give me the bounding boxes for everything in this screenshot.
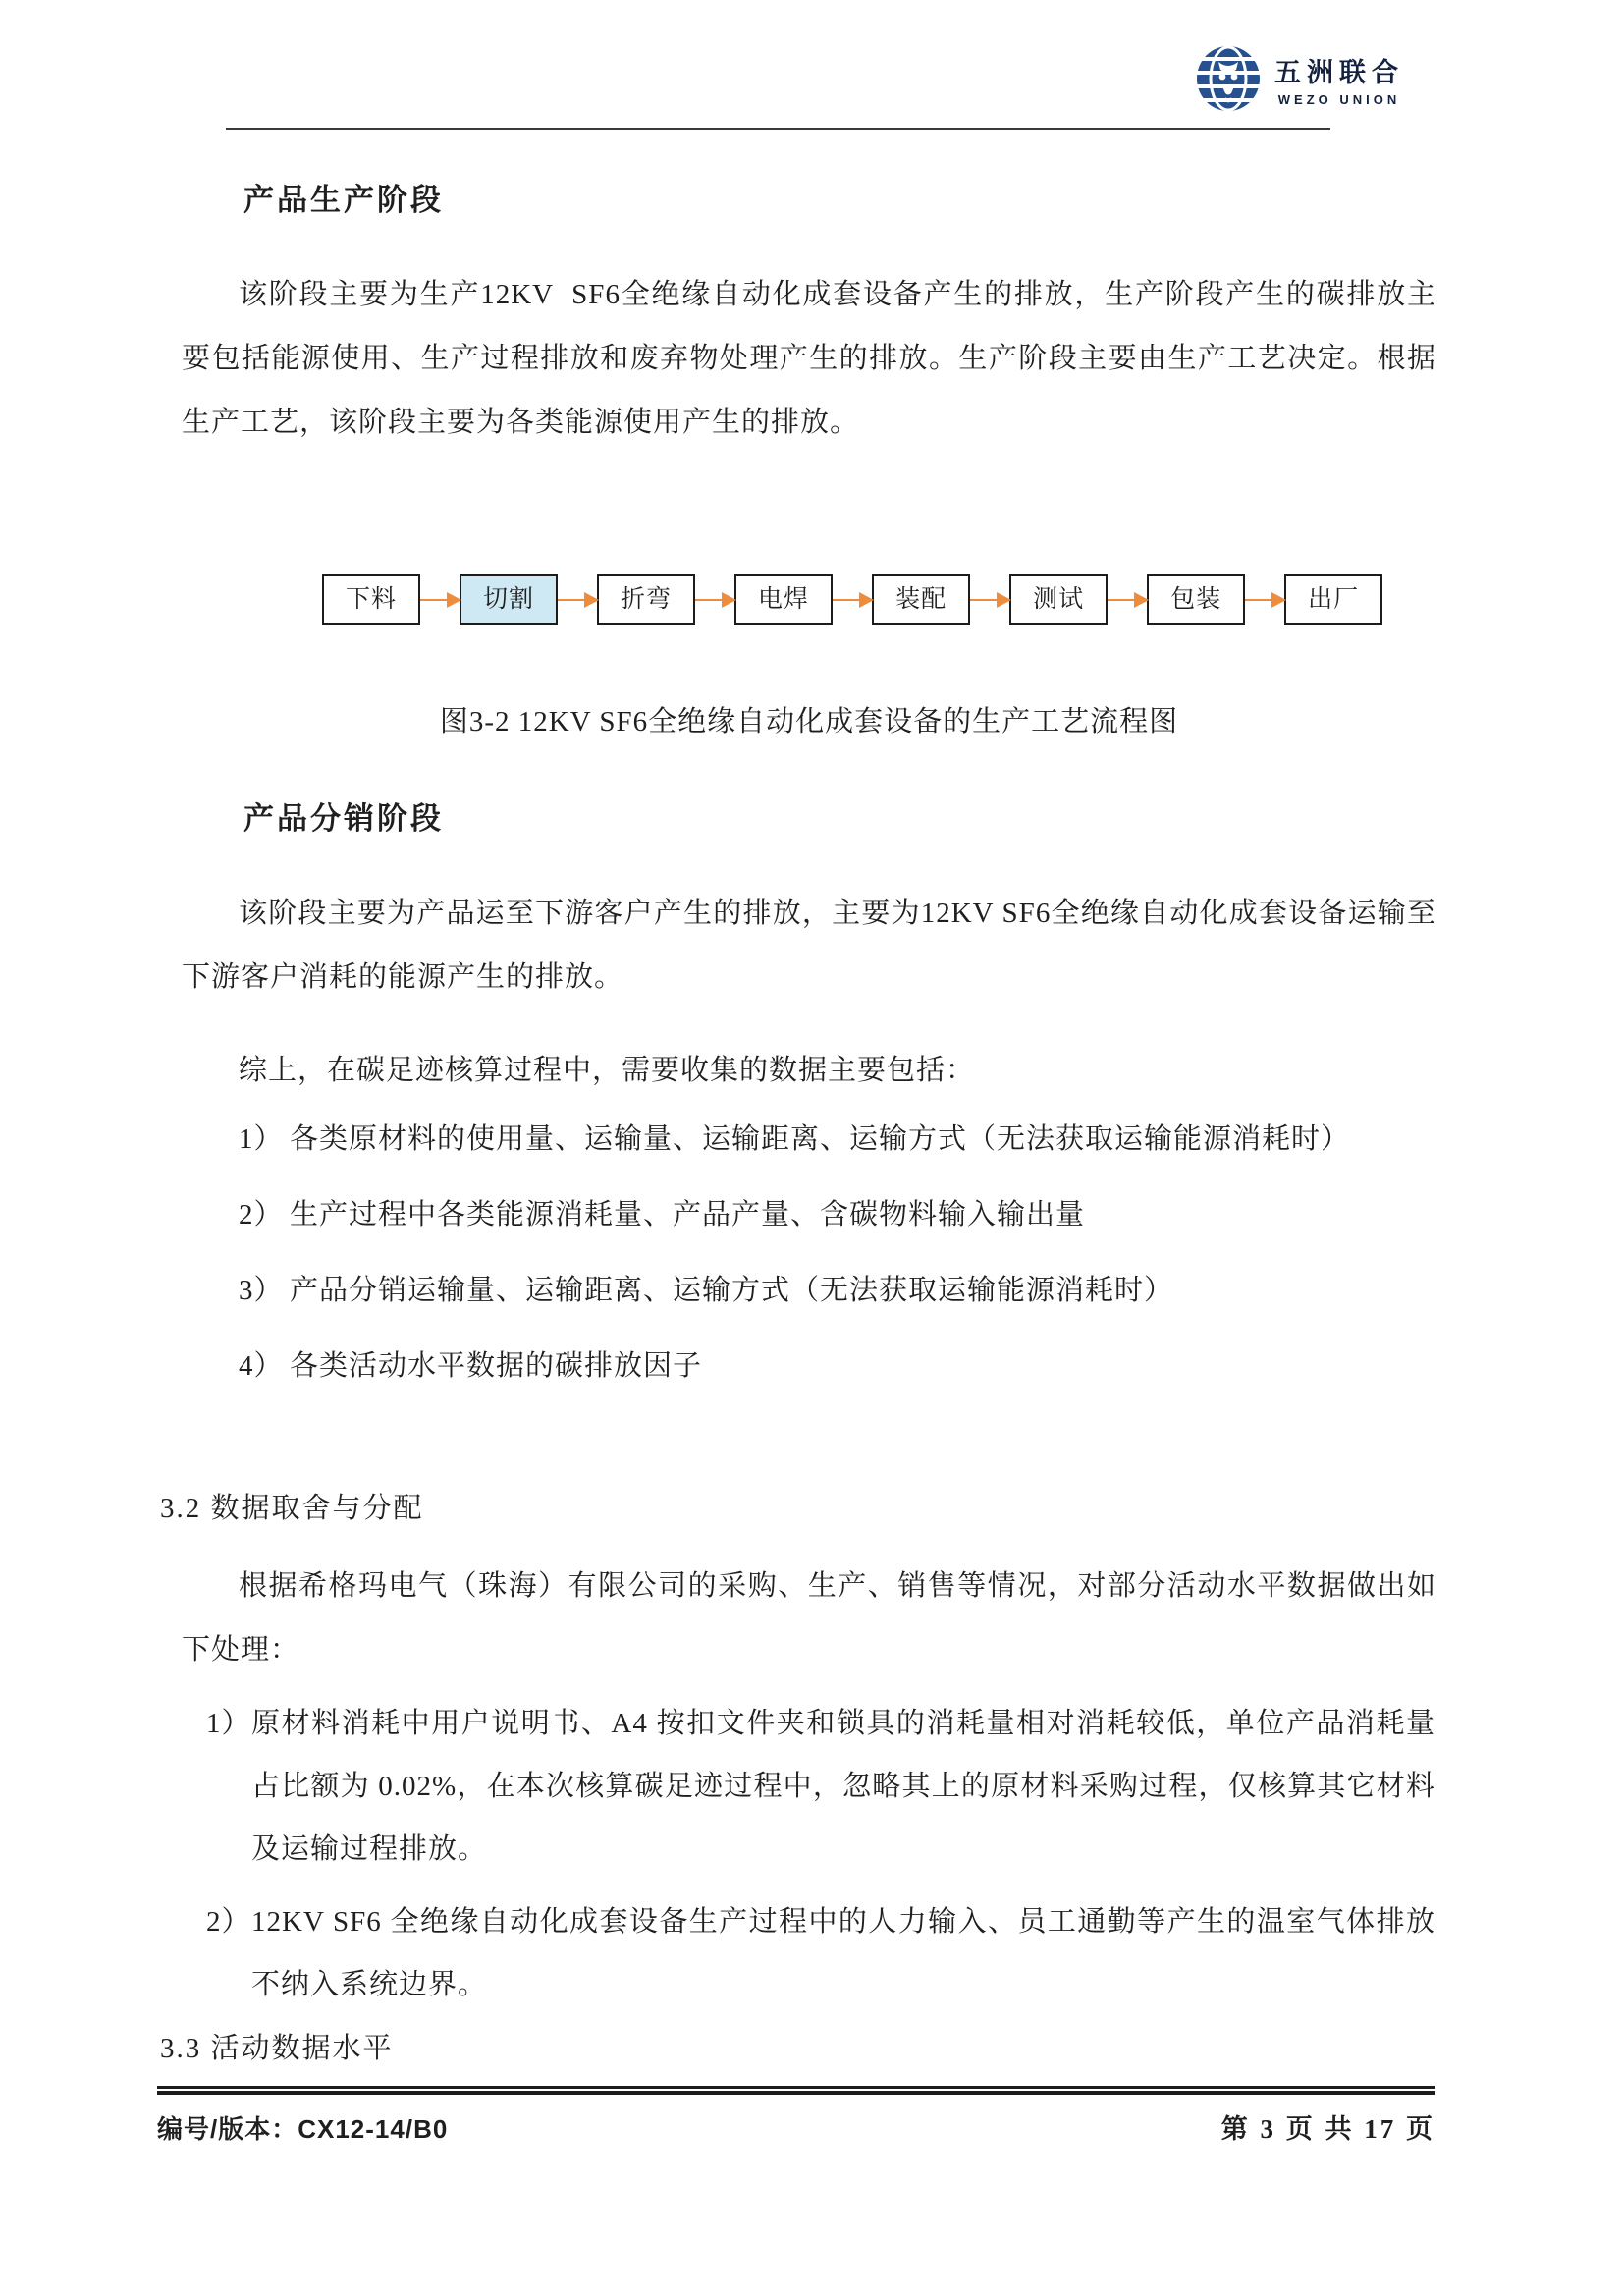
header-divider bbox=[226, 128, 1330, 130]
list-item-text: 各类活动水平数据的碳排放因子 bbox=[290, 1350, 703, 1382]
list-item bbox=[239, 1259, 1434, 1322]
globe-lion-icon bbox=[1196, 44, 1261, 113]
flow-arrow-icon bbox=[695, 599, 734, 601]
figure-caption: 图3-2 12KV SF6全绝缘自动化成套设备的生产工艺流程图 bbox=[439, 706, 1179, 738]
flow-arrow-icon bbox=[1245, 599, 1284, 601]
flow-step-xialiao: 下料 bbox=[322, 574, 420, 625]
data-collection-list bbox=[239, 1108, 1434, 1410]
flow-step-ceshi: 测试 bbox=[1009, 574, 1108, 625]
list-item bbox=[206, 1692, 1435, 1881]
heading-3-3: 3.3 活动数据水平 bbox=[160, 2033, 394, 2064]
flow-arrow-icon bbox=[833, 599, 872, 601]
logo-wordmark bbox=[1274, 51, 1404, 107]
brand-name-en: WEZO UNION bbox=[1277, 91, 1401, 107]
flow-step-zhuangpei: 装配 bbox=[872, 574, 970, 625]
company-logo bbox=[1196, 44, 1404, 113]
process-flowchart bbox=[322, 574, 1382, 625]
flow-arrow-icon bbox=[558, 599, 597, 601]
heading-production-stage: 产品生产阶段 bbox=[243, 183, 444, 217]
paragraph-3-2: 根据希格玛电气（珠海）有限公司的采购、生产、销售等情况，对部分活动水平数据做出如下处理： bbox=[182, 1570, 1436, 1666]
flow-step-zhewan: 折弯 bbox=[597, 574, 695, 625]
list-item-number: 4） bbox=[239, 1350, 284, 1382]
paragraph-production: 该阶段主要为生产12KV SF6全绝缘自动化成套设备产生的排放，生产阶段产生的碳排放主要包括能源使用、生产过程排放和废弃物处理产生的排放。生产阶段主要由生产工艺决定。根据生产工艺，该阶段主要为各类能源使用产生的排放。 bbox=[182, 279, 1436, 438]
doc-code: 编号/版本：CX12-14/B0 bbox=[157, 2114, 449, 2144]
flow-step-qiege: 切割 bbox=[460, 574, 558, 625]
data-handling-list bbox=[206, 1692, 1435, 2026]
flow-arrow-icon bbox=[1108, 599, 1147, 601]
heading-3-2: 3.2 数据取舍与分配 bbox=[160, 1493, 424, 1524]
flow-step-baozhuang: 包装 bbox=[1147, 574, 1245, 625]
list-item-number: 1） bbox=[206, 1708, 251, 1739]
brand-name-cn: 五洲联合 bbox=[1274, 57, 1404, 87]
flow-step-dianhan: 电焊 bbox=[734, 574, 833, 625]
page-number: 第 3 页 共 17 页 bbox=[1220, 2114, 1435, 2144]
list-item-number: 2） bbox=[239, 1199, 284, 1230]
list-item bbox=[239, 1183, 1434, 1246]
list-item bbox=[239, 1108, 1434, 1171]
list-item-text: 原材料消耗中用户说明书、A4 按扣文件夹和锁具的消耗量相对消耗较低，单位产品消耗量占比额为 0.02%，在本次核算碳足迹过程中，忽略其上的原材料采购过程，仅核算其它材料及运输过程排放。 bbox=[251, 1708, 1435, 1865]
footer-divider bbox=[157, 2086, 1435, 2095]
paragraph-distribution: 该阶段主要为产品运至下游客户产生的排放，主要为12KV SF6全绝缘自动化成套设备运输至下游客户消耗的能源产生的排放。 bbox=[182, 898, 1436, 993]
list-item-number: 3） bbox=[239, 1275, 284, 1306]
paragraph-summary: 综上，在碳足迹核算过程中，需要收集的数据主要包括： bbox=[239, 1055, 976, 1086]
list-item-text: 12KV SF6 全绝缘自动化成套设备生产过程中的人力输入、员工通勤等产生的温室气体排放不纳入系统边界。 bbox=[251, 1906, 1435, 2000]
list-item-text: 产品分销运输量、运输距离、运输方式（无法获取运输能源消耗时） bbox=[290, 1275, 1174, 1306]
heading-distribution-stage: 产品分销阶段 bbox=[243, 801, 444, 836]
flow-step-chuchang: 出厂 bbox=[1284, 574, 1382, 625]
page-footer bbox=[157, 2107, 1435, 2146]
list-item-number: 1） bbox=[239, 1123, 284, 1155]
list-item bbox=[206, 1890, 1435, 2016]
flow-arrow-icon bbox=[420, 599, 460, 601]
flow-arrow-icon bbox=[970, 599, 1009, 601]
list-item bbox=[239, 1335, 1434, 1397]
list-item-text: 生产过程中各类能源消耗量、产品产量、含碳物料输入输出量 bbox=[290, 1199, 1086, 1230]
list-item-text: 各类原材料的使用量、运输量、运输距离、运输方式（无法获取运输能源消耗时） bbox=[290, 1123, 1351, 1155]
list-item-number: 2） bbox=[206, 1906, 251, 1938]
